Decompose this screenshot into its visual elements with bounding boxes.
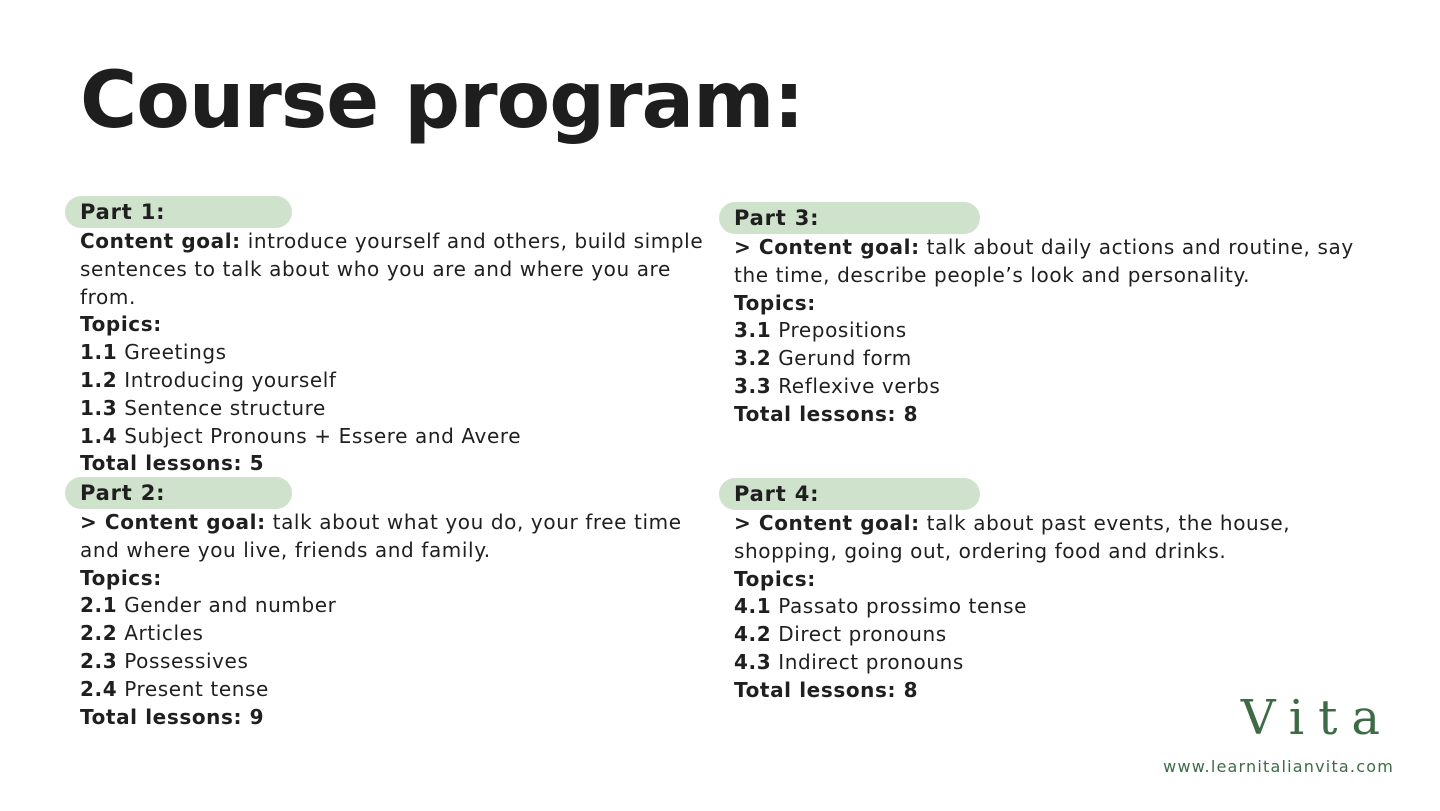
vita-logo: Vita [1240, 690, 1394, 746]
topics-label: Topics: [734, 290, 816, 315]
content-goal [734, 234, 1374, 290]
topic-item: 3.2 Gerund form [734, 346, 912, 371]
goal-arrow: > [80, 510, 105, 534]
part-1-section [80, 196, 720, 478]
part-label: Part 2: [80, 481, 166, 505]
topic-item: 2.4 Present tense [80, 676, 269, 701]
website-link[interactable]: www.learnitalianvita.com [1163, 757, 1394, 776]
topic-item: 3.1 Prepositions [734, 318, 907, 343]
topic-item: 2.1 Gender and number [80, 593, 337, 618]
part-2-section [80, 477, 720, 731]
content-goal [734, 510, 1374, 566]
total-lessons: Total lessons: 8 [734, 401, 919, 426]
total-lessons: Total lessons: 8 [734, 677, 919, 702]
goal-arrow: > [734, 235, 759, 259]
topic-item: 4.2 Direct pronouns [734, 622, 947, 647]
topic-item: 1.2 Introducing yourself [80, 367, 337, 392]
content-goal-text: talk about past events, the house, shopping, going out, ordering food and drinks. [734, 511, 1291, 563]
topic-item: 1.4 Subject Pronouns + Essere and Avere [80, 423, 522, 448]
topic-item: 4.1 Passato prossimo tense [734, 594, 1028, 619]
part-label: Part 1: [80, 200, 166, 224]
part-4-section [734, 478, 1374, 705]
part-header [80, 477, 720, 509]
topic-item: 4.3 Indirect pronouns [734, 649, 964, 674]
content-goal [80, 509, 720, 565]
topic-item: 1.3 Sentence structure [80, 395, 326, 420]
part-3-section [734, 202, 1374, 429]
content-goal-label: Content goal: [80, 229, 241, 253]
part-header [734, 478, 1374, 510]
content-goal-text: talk about what you do, your free time and where you live, friends and family. [80, 510, 682, 562]
part-header [80, 196, 720, 228]
total-lessons: Total lessons: 5 [80, 451, 265, 476]
content-goal-label: Content goal: [104, 510, 266, 534]
content-goal-label: Content goal: [758, 511, 920, 535]
goal-arrow: > [734, 511, 759, 535]
content-goal-text: introduce yourself and others, build simple sentences to talk about who you are and where you are from. [80, 229, 704, 309]
content-goal-label: Content goal: [758, 235, 920, 259]
topic-item: 2.3 Possessives [80, 648, 249, 673]
topics-label: Topics: [734, 566, 816, 591]
total-lessons: Total lessons: 9 [80, 704, 265, 729]
topics-label: Topics: [80, 565, 162, 590]
topics-label: Topics: [80, 312, 162, 337]
content-goal-text: talk about daily actions and routine, say the time, describe people’s look and personality. [734, 235, 1354, 287]
topic-item: 1.1 Greetings [80, 340, 227, 365]
topic-item: 2.2 Articles [80, 621, 204, 646]
part-label: Part 4: [734, 482, 820, 506]
page-title: Course program: [80, 56, 804, 146]
part-label: Part 3: [734, 206, 820, 230]
part-header [734, 202, 1374, 234]
topic-item: 3.3 Reflexive verbs [734, 373, 941, 398]
content-goal [80, 228, 720, 311]
